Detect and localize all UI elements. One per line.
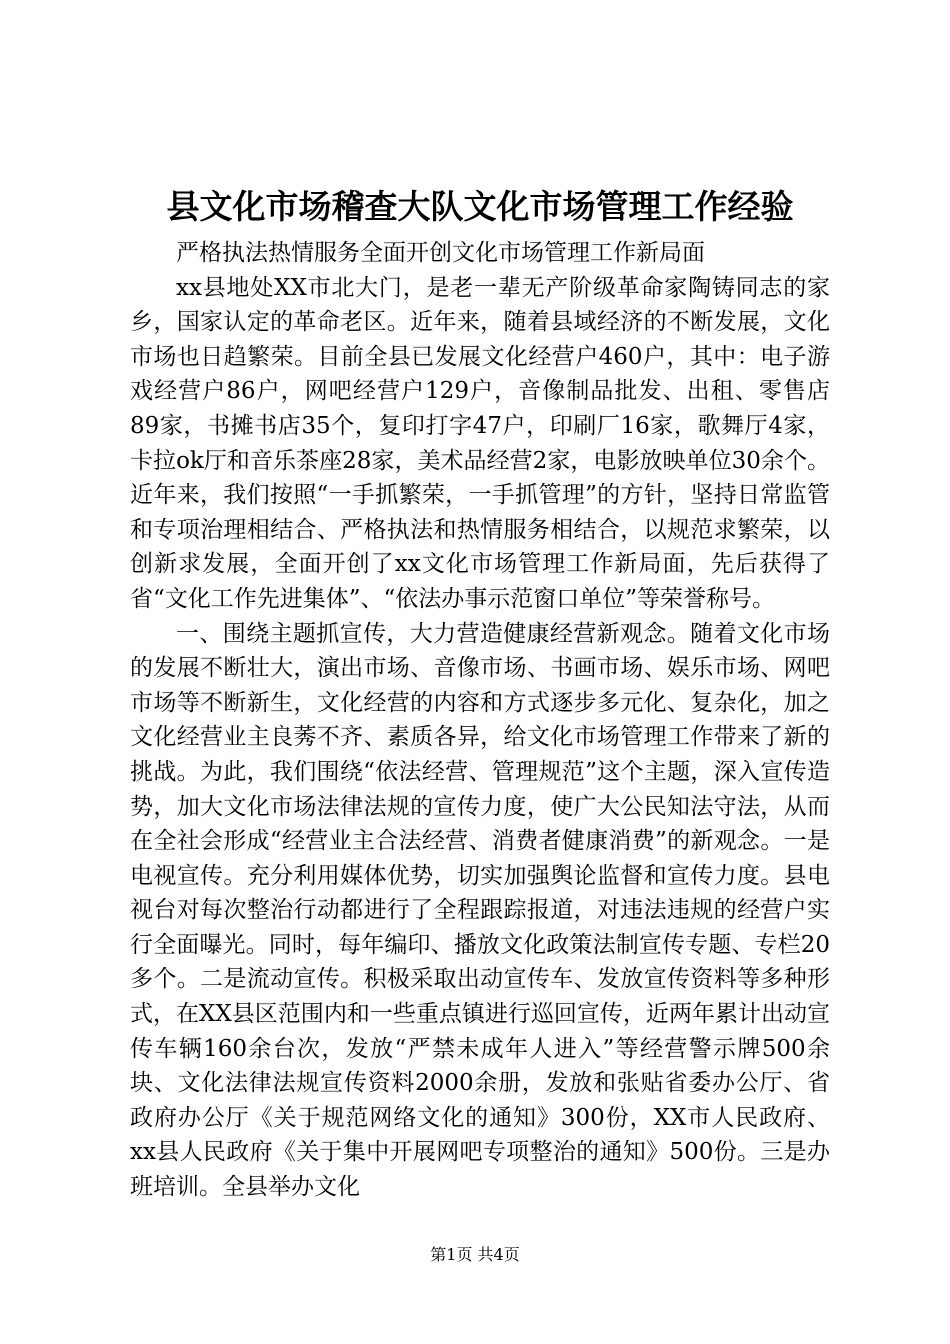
paragraph-section-one: 一、围绕主题抓宣传，大力营造健康经营新观念。随着文化市场的发展不断壮大，演出市场、音像市场、书画市场、娱乐市场、网吧市场等不断新生，文化经营的内容和方式逐步多元化、复杂化，加之文化经营业主良莠不齐、素质各异，给文化市场管理工作带来了新的挑战。为此，我们围绕“依法经营、管理规范”这个主题，深入宣传造势，加大文化市场法律法规的宣传力度，使广大公民知法守法，从而在全社会形成“经营业主合法经营、消费者健康消费”的新观念。一是电视宣传。充分利用媒体优势，切实加强舆论监督和宣传力度。县电视台对每次整治行动都进行了全程跟踪报道，对违法违规的经营户实行全面曝光。同时，每年编印、播放文化政策法制宣传专题、专栏20多个。二是流动宣传。积极采取出动宣传车、发放宣传资料等多种形式，在XX县区范围内和一些重点镇进行巡回宣传，近两年累计出动宣传车辆160余台次，发放“严禁未成年人进入”等经营警示牌500余块、文化法律法规宣传资料2000余册，发放和张贴省委办公厅、省政府办公厅《关于规范网络文化的通知》300份，XX市人民政府、xx县人民政府《关于集中开展网吧专项整治的通知》500份。三是办班培训。全县举办文化 <box>130 620 830 1201</box>
document-body <box>130 236 830 1205</box>
paragraph-intro: xx县地处XX市北大门，是老一辈无产阶级革命家陶铸同志的家乡，国家认定的革命老区。近年来，随着县域经济的不断发展，文化市场也日趋繁荣。目前全县已发展文化经营户460户，其中：电子游戏经营户86户，网吧经营户129户，音像制品批发、出租、零售店89家，书摊书店35个，复印打字47户，印刷厂16家，歌舞厅4家，卡拉ok厅和音乐茶座28家，美术品经营2家，电影放映单位30余个。近年来，我们按照“一手抓繁荣，一手抓管理”的方针，坚持日常监管和专项治理相结合、严格执法和热情服务相结合，以规范求繁荣，以创新求发展，全面开创了xx文化市场管理工作新局面，先后获得了省“文化工作先进集体”、“依法办事示范窗口单位”等荣誉称号。 <box>130 274 830 612</box>
document-title: 县文化市场稽查大队文化市场管理工作经验 <box>166 187 794 226</box>
document-subtitle: 严格执法热情服务全面开创文化市场管理工作新局面 <box>176 240 705 266</box>
page-footer: 第1页 共4页 <box>430 1245 520 1264</box>
